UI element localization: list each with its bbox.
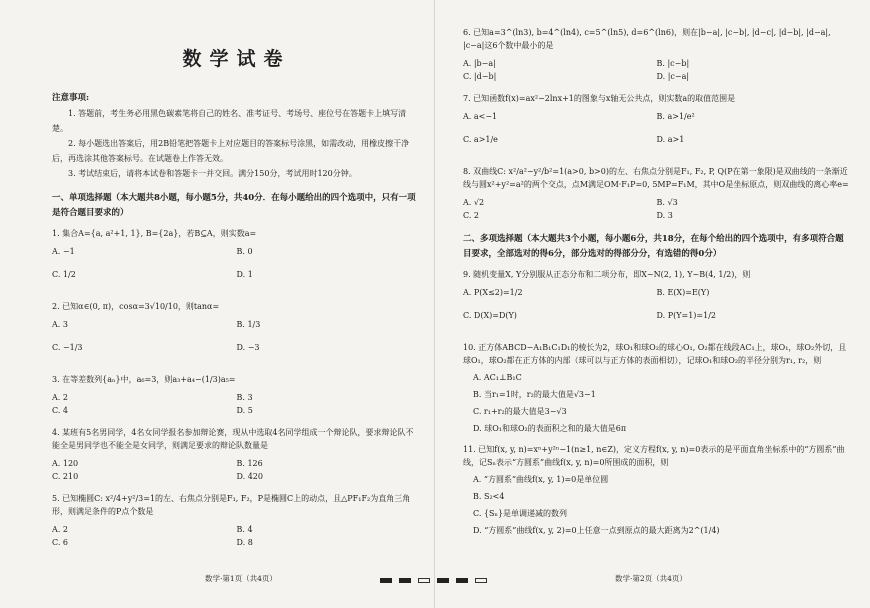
option: D. 3 bbox=[656, 211, 673, 220]
question-8: 8. 双曲线C: x²/a²−y²/b²=1(a>0, b>0)的左、右焦点分别是F₁, F₂, P, Q(P在第一象限)是双曲线的一条渐近线与圆x²+y²=a²的两个交点，点M满足OM·F₁P=0, 5MP=F₁M，其中O是坐标原点，则双曲线的离心率e= bbox=[463, 167, 849, 189]
question-2: 2. 已知α∈(0, π)，cosα=3√10/10，则tanα= bbox=[52, 302, 220, 311]
option: B. 1/3 bbox=[236, 320, 261, 329]
question-11-options bbox=[473, 473, 850, 537]
option: D. “方圆系”曲线f(x, y, 2)=0上任意一点到原点的最大距离为2^(1/4) bbox=[473, 526, 720, 535]
option: B. 4 bbox=[236, 525, 253, 534]
option: C. −1/3 bbox=[52, 343, 83, 352]
option: C. 6 bbox=[52, 538, 69, 547]
option: A. AC₁⊥B₁C bbox=[473, 373, 522, 382]
notes-title: 注意事项: bbox=[52, 93, 90, 103]
option: A. √2 bbox=[463, 198, 485, 207]
option: A. “方圆系”曲线f(x, y, 1)=0是单位圆 bbox=[473, 475, 609, 484]
section-2-header: 二、多项选择题（本大题共3个小题，每小题6分，共18分，在每个给出的四个选项中，有多项符合题目要求，全部选对的得6分，部分选对的得部分分，有选错的得0分） bbox=[463, 234, 844, 259]
option: B. 126 bbox=[236, 459, 263, 468]
option: C. a>1/e bbox=[463, 135, 498, 144]
question-10-options bbox=[473, 371, 850, 435]
question-11: 11. 已知f(x, y, n)=xⁿ+y²ⁿ−1(n≥1, n∈Z)，定义方程f(x, y, n)=0表示的是平面直角坐标系中的“方圆系”曲线，记Sₙ表示“方圆系”曲线f(x, y, n)=0所围成的面积，则 bbox=[463, 445, 845, 467]
option: B. √3 bbox=[656, 198, 678, 207]
question-7-options bbox=[463, 110, 850, 156]
option: A. 2 bbox=[52, 525, 68, 534]
question-6-options bbox=[463, 57, 850, 83]
fold-mark bbox=[380, 578, 392, 583]
option: C. {Sₙ}是单调递减的数列 bbox=[473, 509, 568, 518]
option: D. 8 bbox=[236, 538, 253, 547]
option: B. S₂<4 bbox=[473, 492, 505, 501]
option: D. 5 bbox=[236, 406, 253, 415]
option: D. 球O₁和球O₂的表面积之和的最大值是6π bbox=[473, 424, 627, 433]
question-1: 1. 集合A={a, a²+1, 1}, B={2a}，若B⊆A，则实数a= bbox=[52, 229, 257, 238]
question-3-options bbox=[52, 391, 421, 417]
question-10: 10. 正方体ABCD−A₁B₁C₁D₁的棱长为2，球O₁和球O₂的球心O₁, O₂都在线段AC₁上，球O₁，球O₂外切，且球O₁，球O₂都在正方体的内部（球可以与正方体的表面相切），记球O₁和球O₂的半径分别为r₁, r₂，则 bbox=[463, 343, 847, 365]
option: C. |d−b| bbox=[463, 72, 497, 81]
option: A. a<−1 bbox=[463, 112, 498, 121]
question-9-options bbox=[463, 286, 850, 332]
option: D. |c−a| bbox=[656, 72, 690, 81]
option: C. r₁+r₂的最大值是3−√3 bbox=[473, 407, 567, 416]
option: B. |c−b| bbox=[656, 59, 690, 68]
option: B. a>1/e² bbox=[656, 112, 695, 121]
fold-mark bbox=[418, 578, 430, 583]
option: C. 2 bbox=[463, 211, 480, 220]
fold-mark bbox=[399, 578, 411, 583]
page-right bbox=[435, 0, 870, 608]
option: D. a>1 bbox=[656, 135, 685, 144]
question-5: 5. 已知椭圆C: x²/4+y²/3=1的左、右焦点分别是F₁, F₂，P是椭圆C上的动点，且△PF₁F₂为直角三角形，则满足条件的P点个数是 bbox=[52, 494, 411, 516]
option: A. |b−a| bbox=[463, 59, 496, 68]
note-1: 1. 答题前，考生务必用黑色碳素笔将自己的姓名、准考证号、考场号、座位号在答题卡上填写清楚。 bbox=[52, 109, 407, 133]
option: D. 1 bbox=[236, 270, 253, 279]
option: A. 3 bbox=[52, 320, 68, 329]
question-9: 9. 随机变量X, Y分别服从正态分布和二项分布，即X~N(2, 1), Y~B(4, 1/2)，则 bbox=[463, 270, 751, 279]
question-3: 3. 在等差数列{aₙ}中，a₆=3，则a₃+a₄−(1/3)a₅= bbox=[52, 375, 236, 384]
page-footer-left: 数学·第1页（共4页） bbox=[205, 574, 277, 583]
note-3: 3. 考试结束后，请将本试卷和答题卡一并交回。满分150分，考试用时120分钟。 bbox=[68, 169, 357, 178]
question-1-options bbox=[52, 245, 421, 291]
option: B. 0 bbox=[236, 247, 253, 256]
option: A. −1 bbox=[52, 247, 75, 256]
section-1-header: 一、单项选择题（本大题共8小题，每小题5分，共40分．在每小题给出的四个选项中，只有一项是符合题目要求的） bbox=[52, 193, 416, 218]
option: D. −3 bbox=[236, 343, 260, 352]
option: A. 120 bbox=[52, 459, 79, 468]
exam-title: 数学试卷 bbox=[182, 48, 291, 70]
question-7: 7. 已知函数f(x)=ax²−2lnx+1的图象与x轴无公共点，则实数a的取值范围是 bbox=[463, 94, 736, 103]
page-footer-right: 数学·第2页（共4页） bbox=[615, 574, 687, 583]
question-4: 4. 某班有5名男同学，4名女同学报名参加辩论赛，现从中选取4名同学组成一个辩论队，要求辩论队不能全是男同学也不能全是女同学，则满足要求的辩论队数量是 bbox=[52, 428, 414, 450]
option: D. P(Y=1)=1/2 bbox=[656, 311, 716, 320]
option: A. 2 bbox=[52, 393, 68, 402]
option: B. 当r₁=1时，r₂的最大值是√3−1 bbox=[473, 390, 596, 399]
option: B. 3 bbox=[236, 393, 253, 402]
question-5-options bbox=[52, 523, 421, 549]
question-8-options bbox=[463, 196, 850, 222]
question-6: 6. 已知a=3^(ln3), b=4^(ln4), c=5^(ln5), d=6^(ln6)，则在|b−a|, |c−b|, |d−c|, |d−b|, |d−a|, |c−a|这6个数中最小的是 bbox=[463, 28, 831, 50]
option: C. D(X)=D(Y) bbox=[463, 311, 517, 320]
note-2: 2. 每小题选出答案后，用2B铅笔把答题卡上对应题目的答案标号涂黑，如需改动，用橡皮擦干净后，再选涂其他答案标号。在试题卷上作答无效。 bbox=[52, 139, 410, 163]
option: A. P(X≤2)=1/2 bbox=[463, 288, 523, 297]
question-2-options bbox=[52, 318, 421, 364]
question-4-options bbox=[52, 457, 421, 483]
option: C. 4 bbox=[52, 406, 69, 415]
option: C. 210 bbox=[52, 472, 79, 481]
option: C. 1/2 bbox=[52, 270, 76, 279]
option: B. E(X)=E(Y) bbox=[656, 288, 710, 297]
option: D. 420 bbox=[236, 472, 263, 481]
